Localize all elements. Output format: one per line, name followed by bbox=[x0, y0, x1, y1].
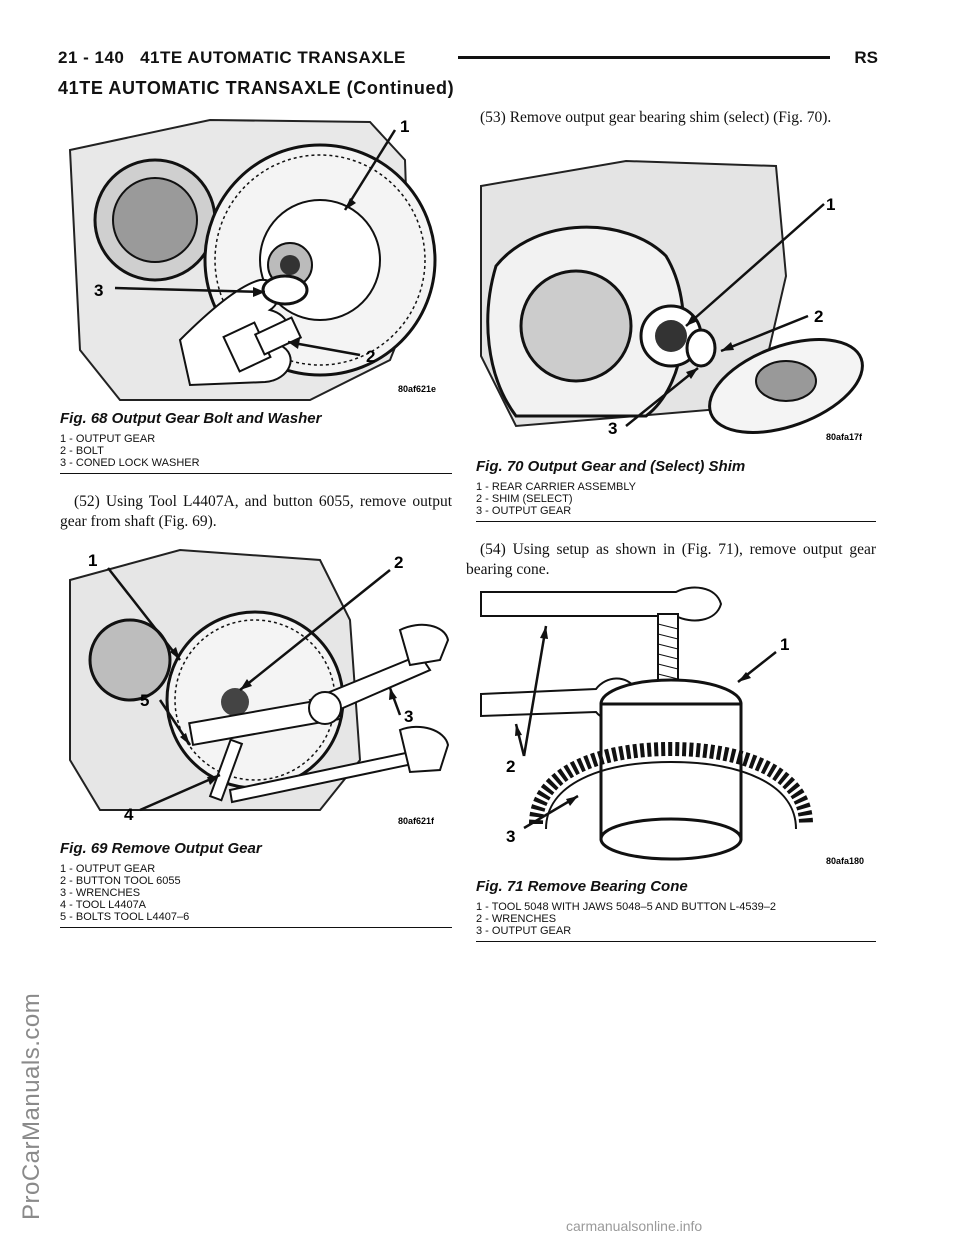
callout-4: 4 bbox=[124, 805, 134, 824]
legend-item: 3 - CONED LOCK WASHER bbox=[60, 457, 200, 469]
callout-1: 1 bbox=[400, 117, 410, 136]
continued-title: 41TE AUTOMATIC TRANSAXLE (Continued) bbox=[58, 78, 455, 98]
coned-lock-washer-icon bbox=[263, 276, 307, 304]
legend-item: 3 - OUTPUT GEAR bbox=[476, 505, 572, 517]
fig70-illustration bbox=[476, 156, 876, 454]
legend-item: 3 - OUTPUT GEAR bbox=[476, 925, 572, 937]
fig69-illustration bbox=[60, 540, 452, 836]
fig71-legend bbox=[476, 901, 876, 937]
fig70-caption: Fig. 70 Output Gear and (Select) Shim bbox=[476, 458, 746, 475]
fig69-rule bbox=[60, 927, 452, 928]
fig70-rule bbox=[476, 521, 876, 522]
legend-item: 1 - REAR CARRIER ASSEMBLY bbox=[476, 481, 636, 493]
fig71-rule bbox=[476, 941, 876, 942]
watermark: ProCarManuals.com bbox=[18, 992, 45, 1220]
callout-1: 1 bbox=[780, 635, 790, 654]
legend-item: 1 - OUTPUT GEAR bbox=[60, 433, 156, 445]
model-code: RS bbox=[854, 48, 878, 67]
figure-69 bbox=[60, 540, 452, 928]
legend-item: 4 - TOOL L4407A bbox=[60, 899, 147, 911]
callout-1: 1 bbox=[88, 551, 98, 570]
callout-5: 5 bbox=[140, 691, 150, 710]
legend-item: 5 - BOLTS TOOL L4407–6 bbox=[60, 911, 190, 923]
callout-2: 2 bbox=[394, 553, 404, 572]
step-52-text: (52) Using Tool L4407A, and button 6055, remove output gear from shaft (Fig. 69). bbox=[60, 493, 452, 530]
footer-url[interactable]: carmanualsonline.info bbox=[566, 1218, 703, 1234]
step-54-text: (54) Using setup as shown in (Fig. 71), remove output gear bearing cone. bbox=[466, 541, 876, 578]
figure-68 bbox=[60, 110, 452, 474]
image-code: 80afa17f bbox=[826, 432, 863, 442]
image-code: 80afa180 bbox=[826, 856, 865, 866]
legend-item: 3 - WRENCHES bbox=[60, 887, 141, 899]
step-54 bbox=[466, 540, 876, 580]
figure-71 bbox=[476, 584, 876, 942]
fig68-legend bbox=[60, 433, 452, 469]
figure-70 bbox=[476, 156, 876, 522]
callout-3: 3 bbox=[94, 281, 104, 300]
callout-2: 2 bbox=[366, 347, 376, 366]
fig69-legend bbox=[60, 863, 452, 923]
page-number-section bbox=[58, 48, 406, 68]
page-number: 21 - 140 bbox=[58, 48, 125, 67]
callout-3: 3 bbox=[608, 419, 618, 438]
callout-3: 3 bbox=[404, 707, 414, 726]
step-53 bbox=[466, 108, 876, 128]
image-code: 80af621f bbox=[398, 816, 435, 826]
fig68-caption: Fig. 68 Output Gear Bolt and Washer bbox=[60, 410, 322, 427]
shim-icon bbox=[687, 330, 715, 366]
fig69-caption: Fig. 69 Remove Output Gear bbox=[60, 840, 262, 857]
callout-1: 1 bbox=[826, 195, 836, 214]
legend-item: 2 - SHIM (SELECT) bbox=[476, 493, 573, 505]
step-53-text: (53) Remove output gear bearing shim (select) (Fig. 70). bbox=[480, 109, 832, 126]
legend-item: 1 - TOOL 5048 WITH JAWS 5048–5 AND BUTTON L-4539–2 bbox=[476, 901, 776, 913]
legend-item: 2 - BUTTON TOOL 6055 bbox=[60, 875, 181, 887]
legend-item: 2 - WRENCHES bbox=[476, 913, 557, 925]
legend-item: 1 - OUTPUT GEAR bbox=[60, 863, 156, 875]
callout-3: 3 bbox=[506, 827, 516, 846]
fig70-legend bbox=[476, 481, 876, 517]
callout-2: 2 bbox=[506, 757, 516, 776]
legend-item: 2 - BOLT bbox=[60, 445, 104, 457]
image-code: 80af621e bbox=[398, 384, 437, 394]
fig71-caption: Fig. 71 Remove Bearing Cone bbox=[476, 878, 688, 895]
tool-5048-icon bbox=[601, 680, 741, 859]
step-52 bbox=[60, 492, 452, 532]
callout-2: 2 bbox=[814, 307, 824, 326]
fig71-illustration bbox=[476, 584, 876, 874]
page-header bbox=[58, 48, 878, 70]
fig68-rule bbox=[60, 473, 452, 474]
header-rule bbox=[458, 56, 830, 59]
fig68-illustration bbox=[60, 110, 452, 406]
section-title: 41TE AUTOMATIC TRANSAXLE bbox=[140, 48, 406, 67]
